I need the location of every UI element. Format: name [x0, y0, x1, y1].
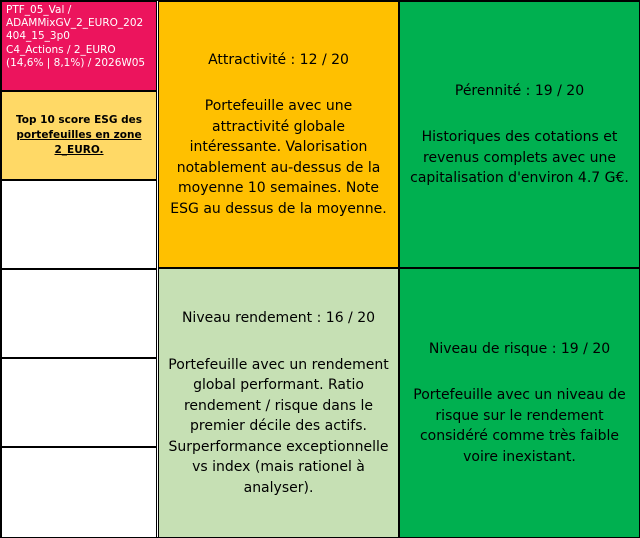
header-line: C4_Actions / 2_EURO: [6, 43, 116, 56]
perennite-title: Pérennité : 19 / 20: [454, 82, 585, 99]
header-line: 404_15_3p0: [6, 30, 70, 43]
attractivite-title: Attractivité : 12 / 20: [208, 51, 349, 68]
header-line: PTF_05_Val /: [6, 4, 72, 16]
header-line: ADAMMixGV_2_EURO_202: [6, 17, 144, 30]
empty-cell: [1, 447, 157, 538]
empty-cell: [1, 358, 157, 447]
top10-esg-label: [1, 91, 157, 180]
perennite-cell: [399, 1, 640, 268]
risque-title: Niveau de risque : 19 / 20: [428, 340, 611, 357]
attractivite-cell: [158, 1, 399, 268]
rendement-title: Niveau rendement : 16 / 20: [181, 310, 376, 326]
rendement-text: Portefeuille avec un rendement global performant. Ratio rendement / risque dans le premier décile des actifs. Surperformance exceptionnelle vs index (mais rationel à analyser).: [168, 356, 389, 496]
attractivite-text: Portefeuille avec une attractivité globale intéressante. Valorisation notablement au-dessus de la moyenne 10 semaines. Note ESG au dessus de la moyenne.: [170, 98, 387, 217]
header-line: (14,6% | 8,1%) / 2026W05: [6, 56, 146, 69]
perennite-text: Historiques des cotations et revenus complets avec une capitalisation d'environ 4.7 G€.: [410, 129, 629, 186]
risque-cell: [399, 268, 640, 538]
top10-line1: Top 10 score ESG des: [16, 114, 142, 126]
rendement-cell: [158, 268, 399, 538]
risque-text: Portefeuille avec un niveau de risque sur le rendement considéré comme très faible voire inexistant.: [413, 387, 626, 465]
top10-line2: portefeuilles en zone: [16, 129, 142, 141]
top10-line3: 2_EURO.: [54, 144, 104, 156]
empty-cell: [1, 180, 157, 269]
empty-cell: [1, 269, 157, 358]
portfolio-header: [1, 1, 157, 91]
